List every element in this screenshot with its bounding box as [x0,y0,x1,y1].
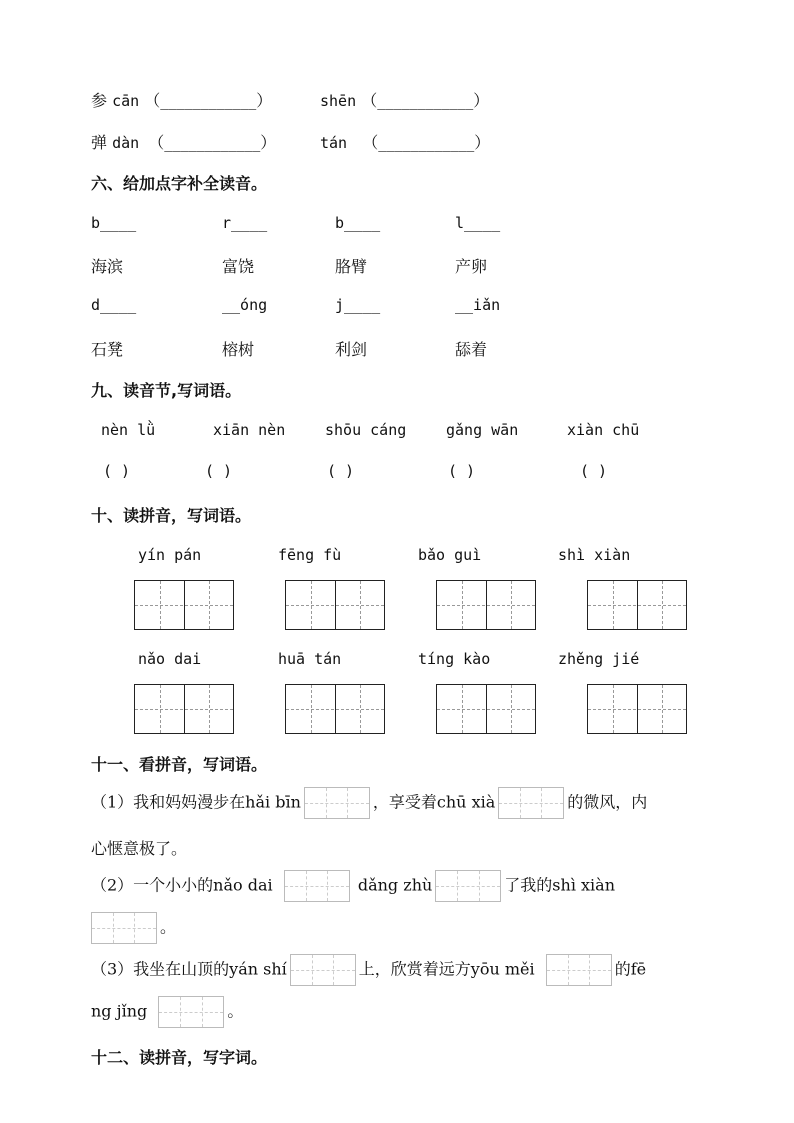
pinyin: tíng kào [418,650,491,668]
pinyin-blank[interactable]: j____ [335,296,381,314]
pinyin: gǎng wān [446,421,519,439]
word: 榕树 [222,340,255,359]
answer-blank[interactable]: （____________） [362,133,491,152]
sentence-3-line-2 [91,996,243,1028]
writing-grid[interactable] [134,684,234,734]
pinyin-blank[interactable]: __iǎn [455,296,501,314]
sentence-text: 了我的shì xiàn [504,875,616,895]
sentence-2-line-1 [91,870,615,902]
sentence-text: （2）一个小小的nǎo dai [91,875,273,895]
pinyin-blank[interactable]: __óng [222,296,268,314]
word: 产卵 [455,257,488,276]
small-writing-grid[interactable] [304,787,370,819]
pinyin-blank[interactable]: b____ [335,214,381,232]
polyphone-char: 参 [91,91,108,110]
small-writing-grid[interactable] [284,870,350,902]
section-title: 十一、看拼音，写词语。 [91,755,268,774]
polyphone-char: 弹 [91,133,108,152]
writing-grid[interactable] [587,580,687,630]
pinyin-blank[interactable]: b____ [91,214,137,232]
pinyin: dàn [112,134,140,152]
small-writing-grid[interactable] [91,912,157,944]
answer-bracket[interactable]: ( ) [580,462,608,480]
sentence-text: ，享受着chū xià [372,792,496,812]
section-title: 十、读拼音，写词语。 [91,506,252,525]
word: 海滨 [91,257,124,276]
writing-grid[interactable] [436,684,536,734]
pinyin: nǎo dai [138,650,202,668]
answer-bracket[interactable]: ( ) [103,462,131,480]
word: 舔着 [455,340,488,359]
sentence-text: 。 [227,1001,244,1021]
writing-grid[interactable] [285,684,385,734]
sentence-text: （3）我坐在山顶的yán shí [91,959,287,979]
pinyin: tán [320,134,348,152]
pinyin: bǎo guì [418,546,482,564]
pinyin-blank[interactable]: r____ [222,214,268,232]
small-writing-grid[interactable] [158,996,224,1028]
word: 富饶 [222,257,255,276]
pinyin: huā tán [278,650,342,668]
section-title: 十二、读拼音，写字词。 [91,1048,268,1067]
sentence-text: 的微风，内 [567,792,648,812]
sentence-text: 。 [160,917,177,937]
sentence-1-line-1 [91,787,647,819]
word: 石凳 [91,340,124,359]
sentence-text: 上，欣赏着远方yōu měi [358,959,535,979]
pinyin-blank[interactable]: d____ [91,296,137,314]
small-writing-grid[interactable] [435,870,501,902]
answer-blank[interactable]: （____________） [361,91,490,110]
writing-grid[interactable] [587,684,687,734]
sentence-2-line-2 [91,912,176,944]
pinyin-blank[interactable]: l____ [455,214,501,232]
answer-bracket[interactable]: ( ) [327,462,355,480]
answer-bracket[interactable]: ( ) [448,462,476,480]
small-writing-grid[interactable] [498,787,564,819]
word: 利剑 [335,340,368,359]
pinyin: nèn lǜ [101,421,156,439]
pinyin: shì xiàn [558,546,631,564]
writing-grid[interactable] [134,580,234,630]
pinyin: yín pán [138,546,202,564]
polyphone-row-1-second [320,88,489,111]
section-title: 九、读音节,写词语。 [91,381,242,400]
sentence-text: dǎng zhù [357,875,433,895]
polyphone-row-1 [91,88,272,111]
answer-bracket[interactable]: ( ) [205,462,233,480]
small-writing-grid[interactable] [290,954,356,986]
sentence-text: （1）我和妈妈漫步在hǎi bīn [91,792,301,812]
pinyin: fēng fù [278,546,342,564]
pinyin: shōu cáng [325,421,407,439]
pinyin: xiàn chū [567,421,640,439]
pinyin: zhěng jié [558,650,640,668]
sentence-text: ng jǐng [91,1001,148,1021]
sentence-3-line-1 [91,954,646,986]
polyphone-row-2-second [320,130,490,153]
writing-grid[interactable] [436,580,536,630]
small-writing-grid[interactable] [546,954,612,986]
answer-blank[interactable]: （____________） [144,91,273,110]
sentence-text: 心惬意极了。 [91,839,188,858]
pinyin: xiān nèn [213,421,286,439]
writing-grid[interactable] [285,580,385,630]
pinyin: shēn [320,92,357,110]
pinyin: cān [112,92,140,110]
polyphone-row-2 [91,130,276,153]
word: 胳臂 [335,257,368,276]
sentence-text: 的fē [614,959,647,979]
answer-blank[interactable]: （____________） [148,133,277,152]
section-title: 六、给加点字补全读音。 [91,174,268,193]
